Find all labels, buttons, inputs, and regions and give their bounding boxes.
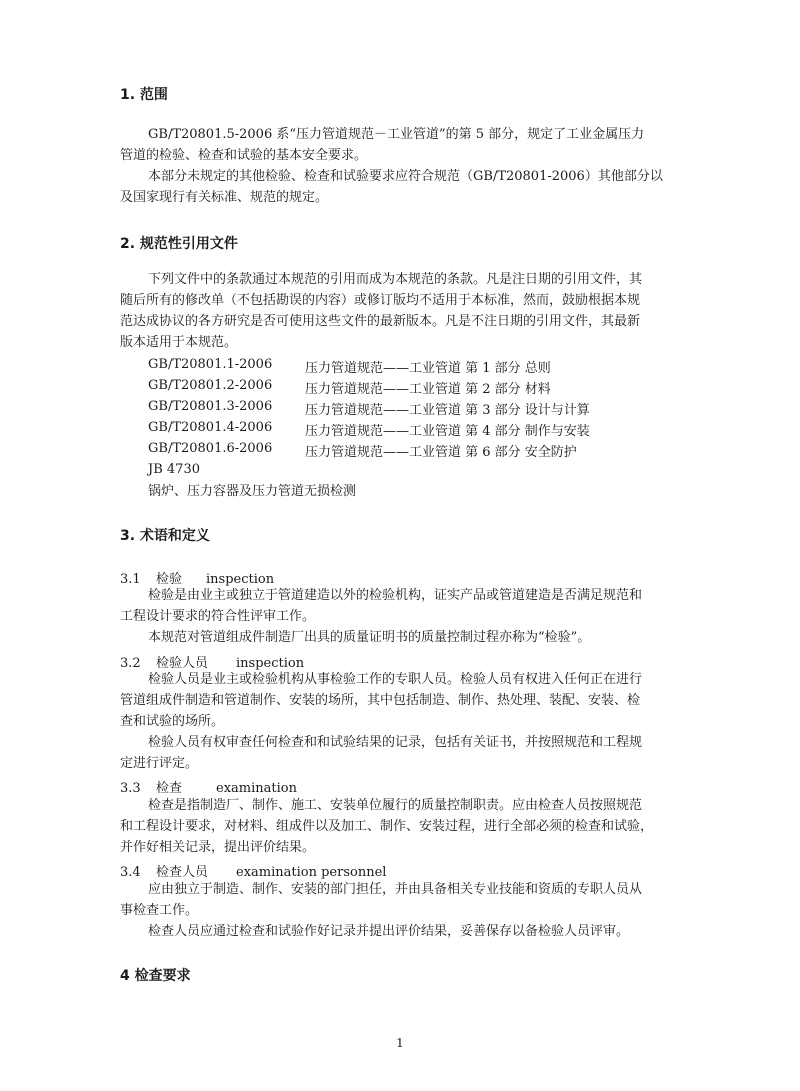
term-header: [120, 777, 297, 796]
section-1-line: 及国家现行有关标准、规范的规定。: [120, 190, 329, 205]
term-chinese: 检查人员: [156, 865, 209, 880]
section-1-line: GB/T20801.5-2006 系“压力管道规范－工业管道”的第 5 部分，规定了工业金属压力: [148, 127, 645, 142]
ref-title: 压力管道规范——工业管道 第 1 部分 总则: [305, 361, 551, 376]
term-definition-line: 检验人员是业主或检验机构从事检验工作的专职人员。检验人员有权进入任何正在进行: [148, 672, 643, 687]
term-definition-line: 本规范对管道组成件制造厂出具的质量证明书的质量控制过程亦称为“检验”。: [148, 630, 591, 645]
term-chinese: 检查: [156, 781, 183, 796]
term-definition-line: 应由独立于制造、制作、安装的部门担任，并由具备相关专业技能和资质的专职人员从: [148, 882, 643, 897]
term-number: 3.3: [120, 781, 141, 796]
ref-title: 压力管道规范——工业管道 第 4 部分 制作与安装: [305, 424, 590, 439]
section-2-line: 下列文件中的条款通过本规范的引用而成为本规范的条款。凡是注日期的引用文件，其: [148, 272, 643, 287]
term-header: [120, 861, 386, 880]
term-chinese: 检验人员: [156, 656, 209, 671]
term-number: 3.1: [120, 572, 141, 587]
section-1-heading: 1. 范围: [120, 87, 168, 103]
ref-title: 锅炉、压力容器及压力管道无损检测: [148, 484, 357, 499]
ref-title: 压力管道规范——工业管道 第 3 部分 设计与计算: [305, 403, 590, 418]
section-1-line: 本部分未规定的其他检验、检查和试验要求应符合规范（GB/T20801-2006）其他部分以: [148, 169, 663, 184]
term-definition-line: 检验人员有权审查任何检查和和试验结果的记录，包括有关证书，并按照规范和工程规: [148, 735, 643, 750]
term-definition-line: 管道组成件制造和管道制作、安装的场所，其中包括制造、制作、热处理、装配、安装、检: [120, 693, 641, 708]
term-english: inspection: [236, 656, 305, 671]
term-header: [120, 652, 304, 671]
term-definition-line: 检查人员应通过检查和试验作好记录并提出评价结果，妥善保存以备检验人员评审。: [148, 924, 630, 939]
term-definition-line: 和工程设计要求，对材料、组成件以及加工、制作、安装过程，进行全部必须的检查和试验，: [120, 819, 654, 834]
ref-title: 压力管道规范——工业管道 第 6 部分 安全防护: [305, 445, 577, 460]
ref-code: GB/T20801.2-2006: [148, 378, 273, 393]
section-2-line: 随后所有的修改单（不包括勘误的内容）或修订版均不适用于本标准，然而，鼓励根据本规: [120, 293, 641, 308]
section-2-heading: 2. 规范性引用文件: [120, 236, 238, 252]
term-number: 3.4: [120, 865, 141, 880]
term-number: 3.2: [120, 656, 141, 671]
section-4-heading: 4 检查要求: [120, 968, 191, 984]
ref-code: GB/T20801.4-2006: [148, 420, 273, 435]
term-english: inspection: [206, 572, 275, 587]
term-definition-line: 查和试验的场所。: [120, 714, 225, 729]
term-definition-line: 定进行评定。: [120, 756, 199, 771]
term-english: examination: [216, 781, 297, 796]
term-definition-line: 工程设计要求的符合性评审工作。: [120, 609, 316, 624]
term-definition-line: 检查是指制造厂、制作、施工、安装单位履行的质量控制职责。应由检查人员按照规范: [148, 798, 643, 813]
term-definition-line: 并作好相关记录，提出评价结果。: [120, 840, 316, 855]
term-definition-line: 检验是由业主或独立于管道建造以外的检验机构，证实产品或管道建造是否满足规范和: [148, 588, 643, 603]
ref-code: GB/T20801.6-2006: [148, 441, 273, 456]
page-number: 1: [396, 1036, 404, 1050]
ref-title: 压力管道规范——工业管道 第 2 部分 材料: [305, 382, 551, 397]
ref-code: GB/T20801.1-2006: [148, 357, 273, 372]
ref-code: JB 4730: [148, 462, 200, 477]
term-chinese: 检验: [156, 572, 183, 587]
section-1-line: 管道的检验、检查和试验的基本安全要求。: [120, 148, 368, 163]
term-definition-line: 事检查工作。: [120, 903, 199, 918]
term-header: [120, 568, 274, 587]
term-english: examination personnel: [236, 865, 387, 880]
section-2-line: 范达成协议的各方研究是否可使用这些文件的最新版本。凡是不注日期的引用文件，其最新: [120, 314, 641, 329]
ref-code: GB/T20801.3-2006: [148, 399, 273, 414]
section-3-heading: 3. 术语和定义: [120, 528, 210, 544]
section-2-line: 版本适用于本规范。: [120, 335, 238, 350]
